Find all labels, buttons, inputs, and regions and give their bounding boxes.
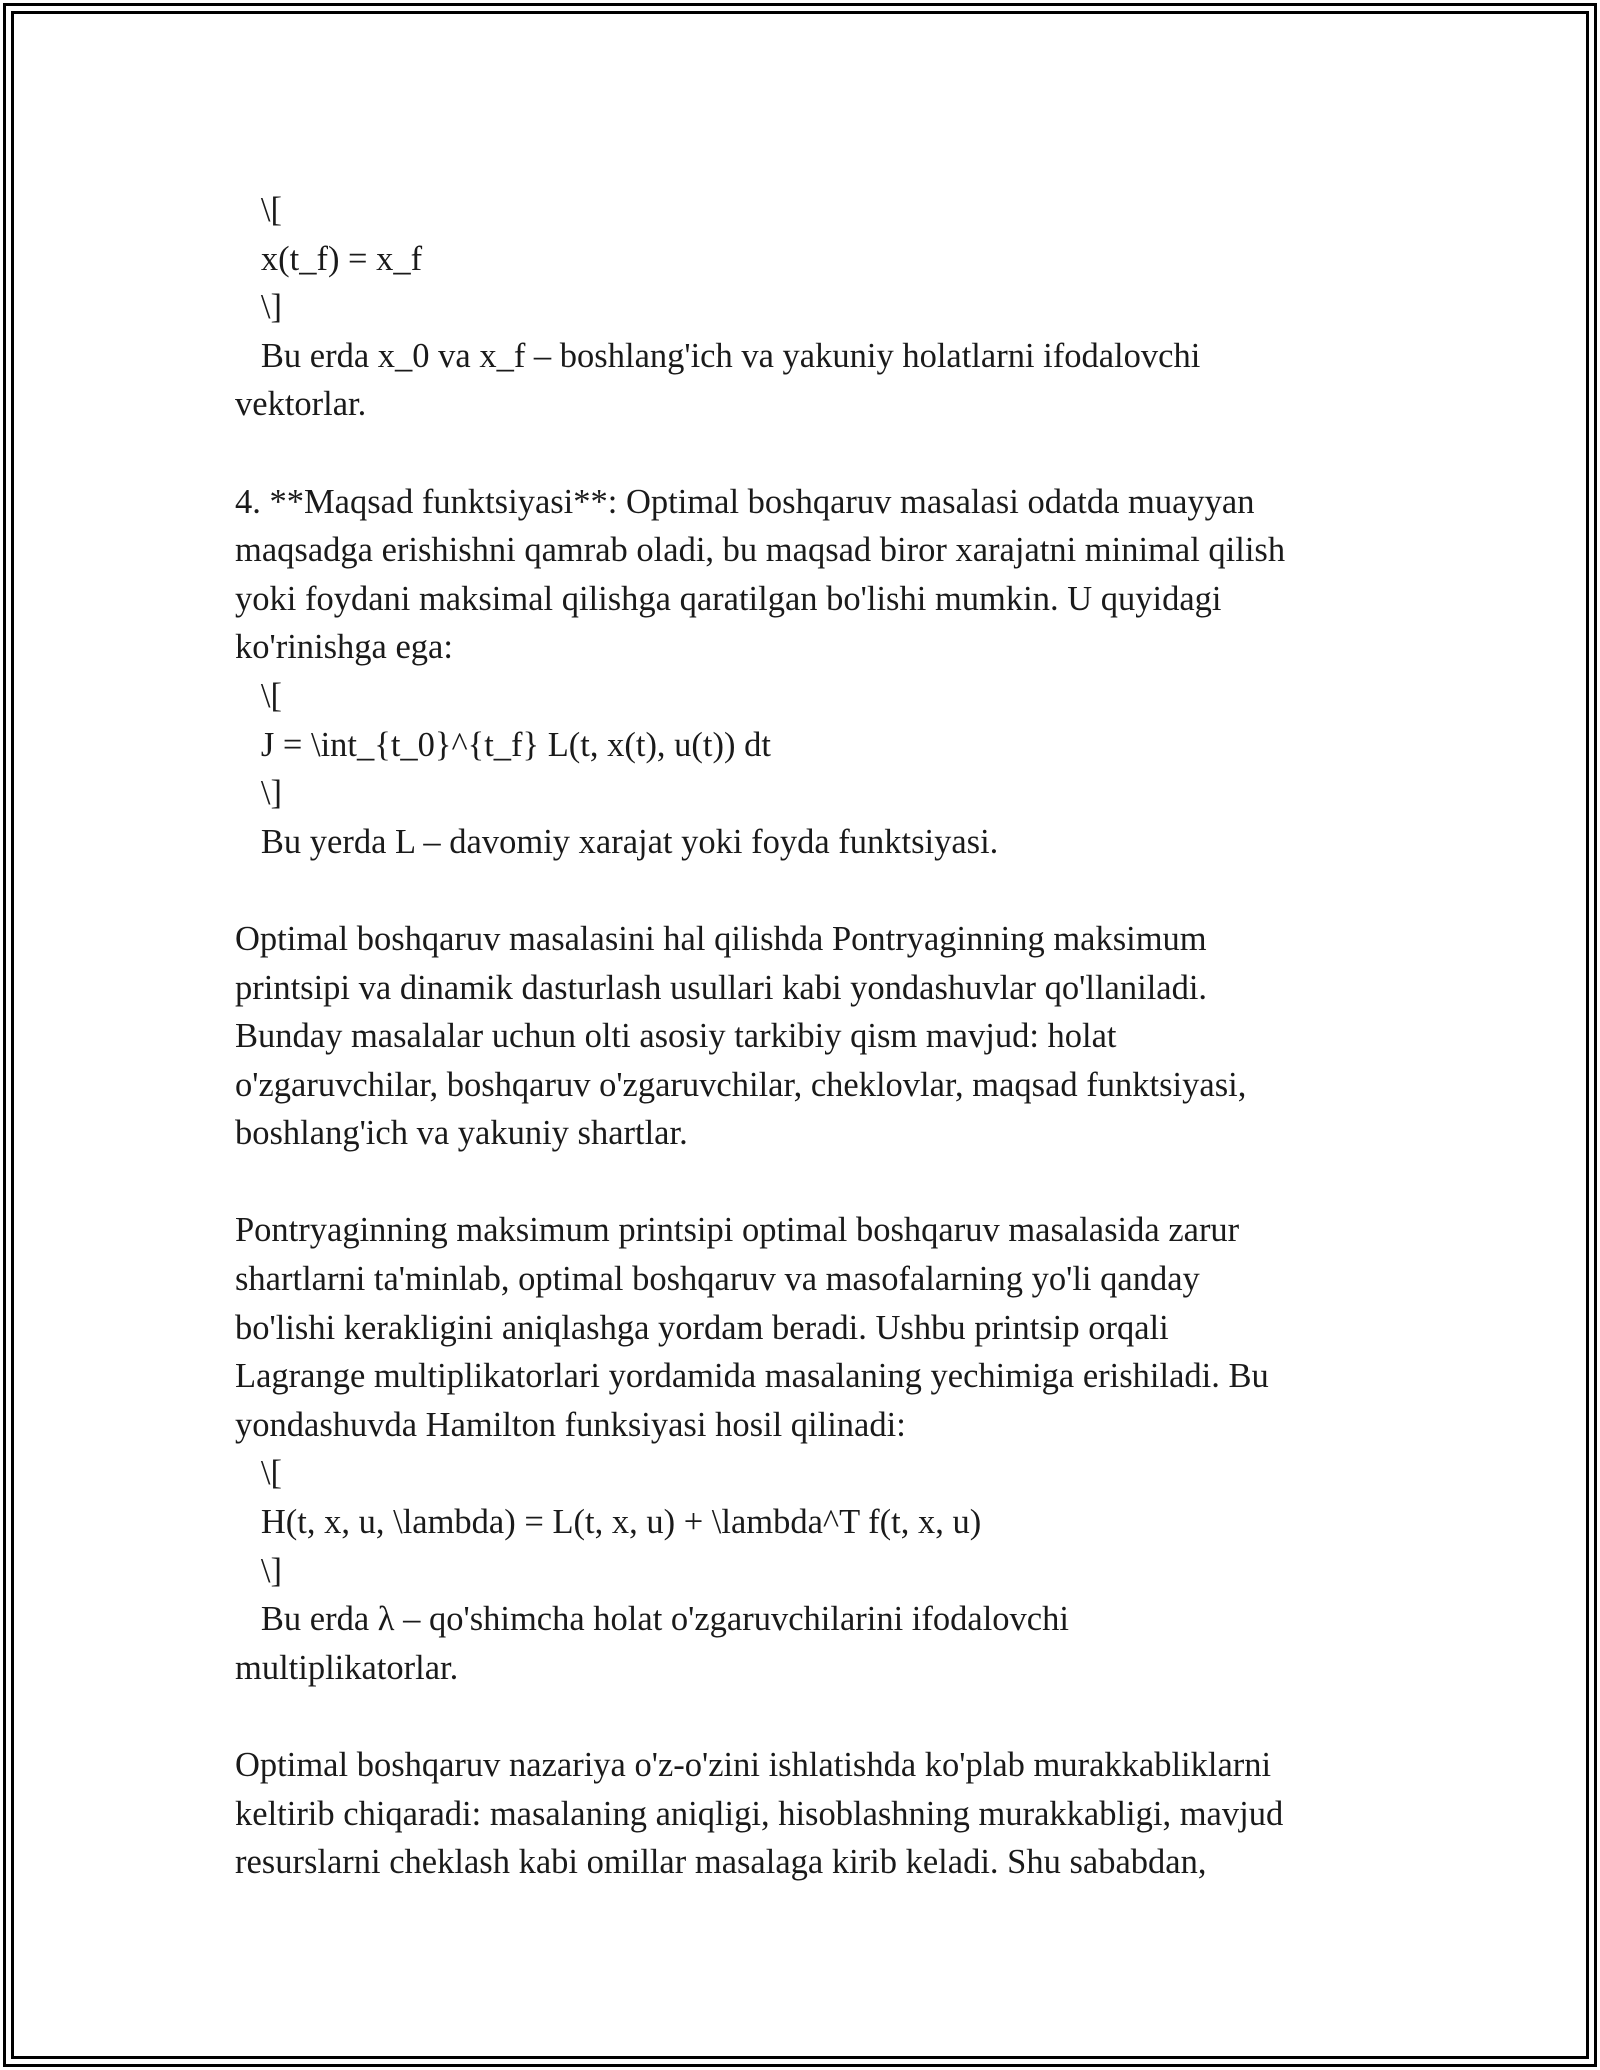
text-line: keltirib chiqaradi: masalaning aniqligi, hisoblashning murakkabligi, mavjud [235,1794,1284,1833]
text-line: \[ [235,1454,282,1493]
text-line: maqsadga erishishni qamrab oladi, bu maqsad biror xarajatni minimal qilish [235,531,1286,570]
paragraph-spacer [235,1692,1365,1741]
text-line: printsipi va dinamik dasturlash usullari kabi yondashuvlar qo'llaniladi. [235,968,1208,1007]
text-line: vektorlar. [235,385,367,424]
paragraph-spacer [235,866,1365,915]
text-line: yoki foydani maksimal qilishga qaratilgan bo'lishi mumkin. U quyidagi [235,579,1222,618]
paragraph-spacer [235,429,1365,478]
text-line: Bu erda x_0 va x_f – boshlang'ich va yakuniy holatlarni ifodalovchi [235,336,1201,375]
paragraph-objective-function [235,478,1365,867]
text-line: \[ [235,191,282,229]
text-line: Optimal boshqaruv nazariya o'z-o'zini ishlatishda ko'plab murakkabliklarni [235,1746,1272,1784]
paragraph-complexities [235,1741,1365,1887]
paragraph-spacer [235,1158,1365,1207]
text-line: Pontryaginning maksimum printsipi optimal boshqaruv masalasida zarur [235,1211,1240,1250]
text-line: Bu erda λ – qo'shimcha holat o'zgaruvchilarini ifodalovchi [235,1600,1069,1639]
text-line: resurslarni cheklash kabi omillar masalaga kirib keladi. Shu sababdan, [235,1843,1207,1882]
text-line: Lagrange multiplikatorlari yordamida masalaning yechimiga erishiladi. Bu [235,1357,1269,1396]
text-line: multiplikatorlar. [235,1648,459,1687]
text-line: \] [235,774,282,813]
text-line: \[ [235,676,282,715]
text-line: boshlang'ich va yakuniy shartlar. [235,1114,688,1153]
text-line: Bunday masalalar uchun olti asosiy tarkibiy qism mavjud: holat [235,1017,1117,1056]
text-line: shartlarni ta'minlab, optimal boshqaruv va masofalarning yo'li qanday [235,1260,1200,1299]
text-line: ko'rinishga ega: [235,628,453,667]
paragraph-maximum-principle [235,1206,1365,1692]
formula-block-final-state [235,186,1365,429]
text-line: yondashuvda Hamilton funksiyasi hosil qilinadi: [235,1405,906,1444]
text-line: bo'lishi kerakligini aniqlashga yordam beradi. Ushbu printsip orqali [235,1308,1169,1347]
text-line: x(t_f) = x_f [235,239,423,278]
text-line: o'zgaruvchilar, boshqaruv o'zgaruvchilar, cheklovlar, maqsad funktsiyasi, [235,1065,1247,1104]
text-line: \] [235,288,282,327]
text-line: Optimal boshqaruv masalasini hal qilishda Pontryaginning maksimum [235,919,1207,958]
text-line: \] [235,1551,282,1590]
paragraph-approaches [235,915,1365,1158]
document-body [235,186,1365,1887]
text-line: 4. **Maqsad funktsiyasi**: Optimal boshqaruv masalasi odatda muayyan [235,482,1255,521]
text-line: H(t, x, u, \lambda) = L(t, x, u) + \lambda^T f(t, x, u) [235,1503,982,1542]
text-line: J = \int_{t_0}^{t_f} L(t, x(t), u(t)) dt [235,725,771,764]
text-line: Bu yerda L – davomiy xarajat yoki foyda funktsiyasi. [235,822,999,861]
